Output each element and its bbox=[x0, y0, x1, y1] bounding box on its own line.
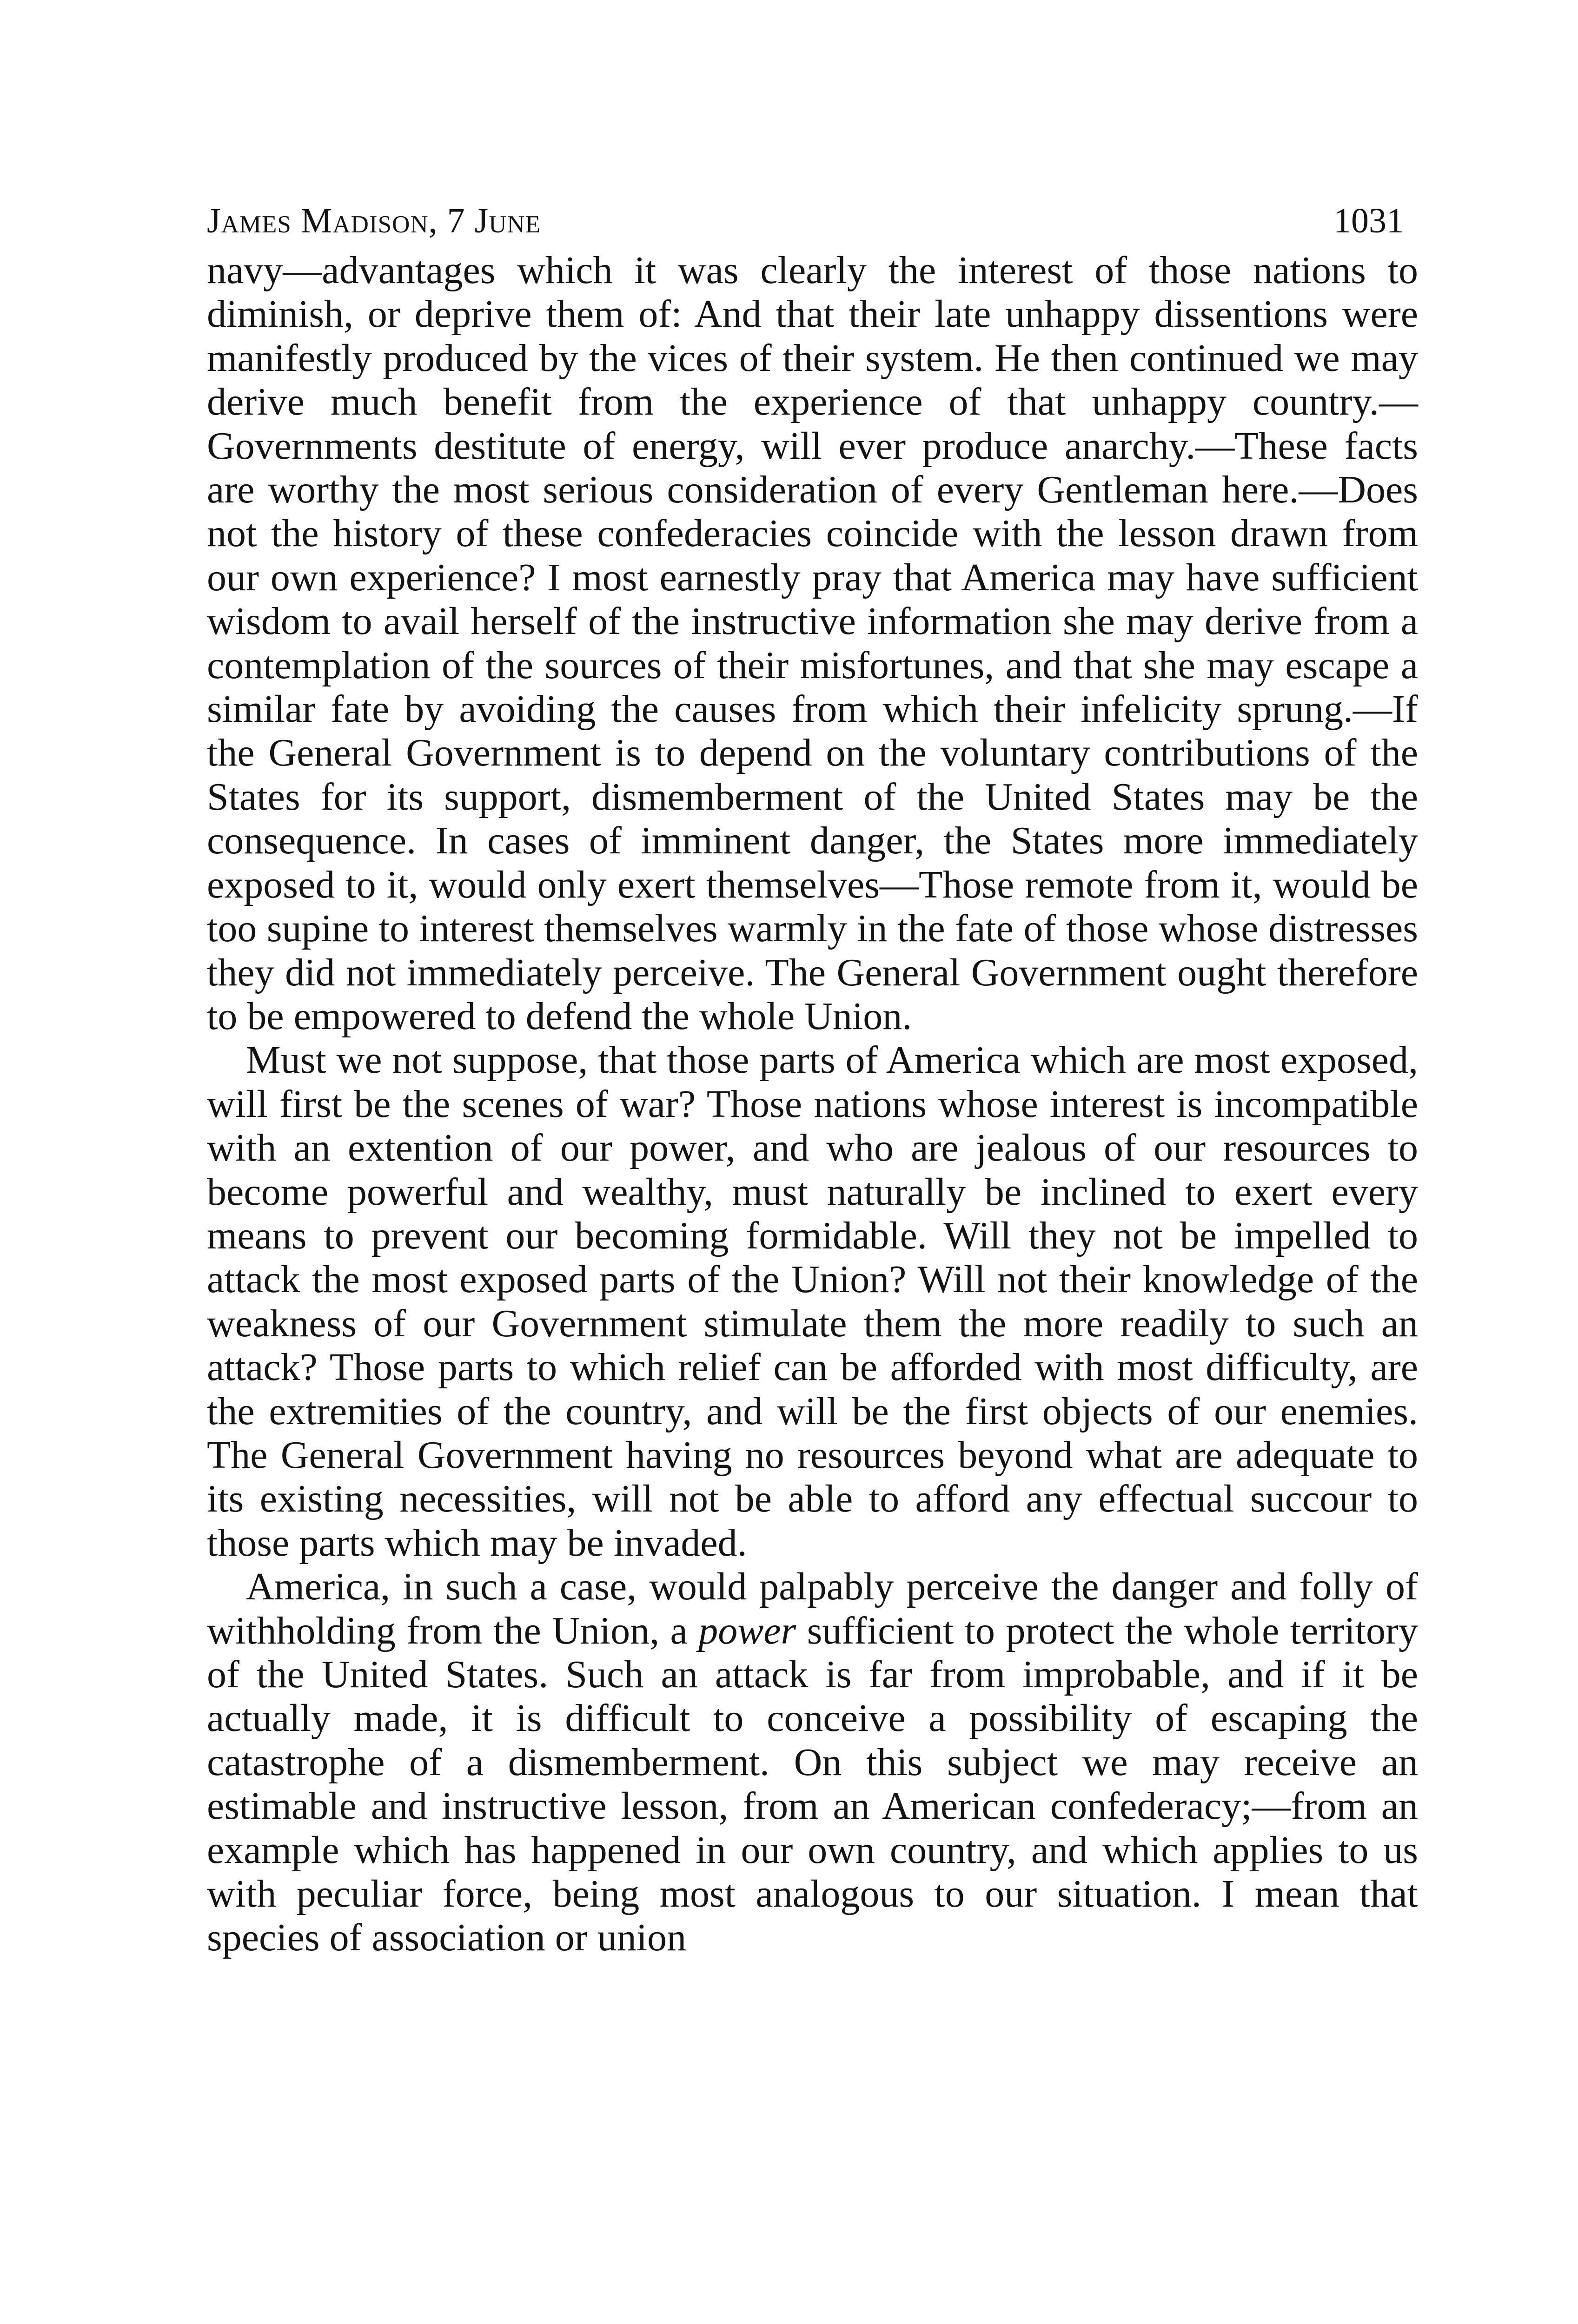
paragraph-3 bbox=[207, 1565, 1418, 1960]
body-text bbox=[207, 249, 1418, 1960]
page-number: 1031 bbox=[1333, 201, 1404, 240]
document-page bbox=[207, 198, 1418, 1960]
running-title: James Madison, 7 June bbox=[207, 201, 541, 240]
paragraph-3-text-after: sufficient to protect the whole territory of the United States. Such an attack is far from improbable, and if it be actually made, it is difficult to conceive a possibility of escaping the catastrophe of a dismemberment. On this subject we may receive an estimable and instructive lesson, from an American confederacy;—from an example which has happened in our own country, and which applies to us with peculiar force, being most analogous to our situation. I mean that species of association or union bbox=[207, 1609, 1418, 1960]
paragraph-3-text-before: America, in such a case, would palpably perceive the danger and folly of withholding from the Union, a bbox=[207, 1565, 1418, 1652]
emphasized-word: power bbox=[698, 1609, 796, 1652]
paragraph-1: navy—advantages which it was clearly the interest of those nations to diminish, or deprive them of: And that their late unhappy dissentions were manifestly produced by the vices of their system. He then continued we may derive much benefit from the experience of that unhappy country.—Governments destitute of energy, will ever produce anarchy.—These facts are worthy the most serious consideration of every Gentleman here.—Does not the history of these confederacies coincide with the lesson drawn from our own experience? I most earnestly pray that America may have sufficient wisdom to avail herself of the instructive information she may derive from a contemplation of the sources of their misfortunes, and that she may escape a similar fate by avoiding the causes from which their infelicity sprung.—If the General Government is to depend on the voluntary contributions of the States for its support, dismemberment of the United States may be the consequence. In cases of imminent danger, the States more immediately exposed to it, would only exert themselves—Those remote from it, would be too supine to interest themselves warmly in the fate of those whose distresses they did not immediately perceive. The General Government ought therefore to be empowered to defend the whole Union. bbox=[207, 249, 1418, 1038]
running-head bbox=[207, 198, 1418, 249]
paragraph-2: Must we not suppose, that those parts of America which are most exposed, will first be the scenes of war? Those nations whose interest is incompatible with an extention of our power, and who are jealous of our resources to become powerful and wealthy, must naturally be inclined to exert every means to prevent our becoming formidable. Will they not be impelled to attack the most exposed parts of the Union? Will not their knowledge of the weakness of our Government stimulate them the more readily to such an attack? Those parts to which relief can be afforded with most difficulty, are the extremities of the country, and will be the first objects of our enemies. The General Government having no resources beyond what are adequate to its existing necessities, will not be able to afford any effectual succour to those parts which may be invaded. bbox=[207, 1038, 1418, 1565]
